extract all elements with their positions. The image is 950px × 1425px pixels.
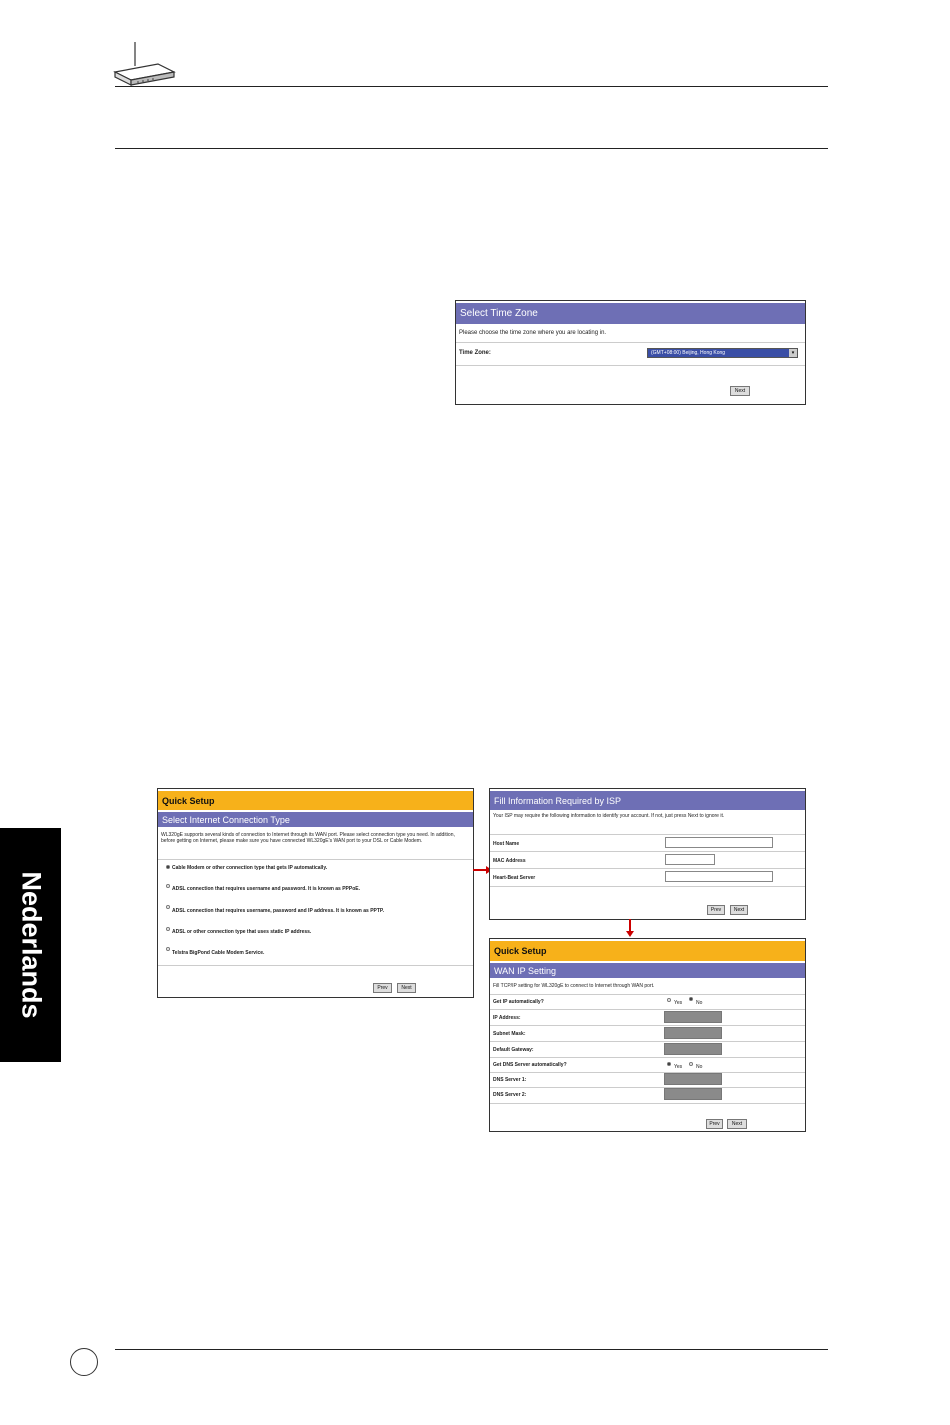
time-zone-header: Select Time Zone: [456, 303, 805, 324]
quick-setup-title: Quick Setup: [490, 941, 805, 961]
divider: [490, 994, 805, 995]
footer-rule: [115, 1349, 828, 1350]
connection-option-label: Cable Modem or other connection type that gets IP automatically.: [172, 865, 328, 871]
connection-option-radio[interactable]: [166, 927, 170, 931]
get-ip-auto-label: Get IP automatically?: [493, 999, 544, 1005]
connection-option-radio[interactable]: [166, 947, 170, 951]
section-rule: [115, 148, 828, 149]
connection-option-radio[interactable]: [166, 865, 170, 869]
get-dns-auto-label: Get DNS Server automatically?: [493, 1062, 567, 1068]
time-zone-select[interactable]: [647, 348, 798, 358]
subnet-mask-label: Subnet Mask:: [493, 1031, 526, 1037]
divider: [158, 859, 473, 860]
prev-button[interactable]: Prev: [373, 983, 392, 993]
time-zone-description: Please choose the time zone where you are locating in.: [459, 330, 607, 336]
isp-info-header: Fill Information Required by ISP: [490, 791, 805, 810]
language-side-tab: [0, 828, 61, 1062]
default-gateway-input[interactable]: [664, 1043, 722, 1055]
divider: [490, 1025, 805, 1026]
isp-info-panel: [489, 788, 806, 920]
divider: [490, 886, 805, 887]
page-number-circle: [70, 1348, 98, 1376]
time-zone-selected: (GMT+08:00) Beijing, Hong Kong: [651, 350, 726, 356]
next-button[interactable]: Next: [727, 1119, 747, 1129]
mac-address-label: MAC Address: [493, 858, 526, 864]
connection-option-label: Telstra BigPond Cable Modem Service.: [172, 950, 265, 956]
divider: [490, 1057, 805, 1058]
divider: [490, 834, 805, 835]
arrow-down-icon: [629, 919, 631, 932]
prev-button[interactable]: Prev: [707, 905, 725, 915]
chevron-down-icon[interactable]: ▾: [789, 349, 797, 357]
connection-option-label: ADSL or other connection type that uses static IP address.: [172, 929, 312, 935]
divider: [456, 342, 805, 343]
get-ip-yes-radio[interactable]: [667, 998, 671, 1002]
prev-button[interactable]: Prev: [706, 1119, 723, 1129]
arrow-right-icon: [473, 869, 487, 871]
host-name-label: Host Name: [493, 841, 520, 847]
divider: [490, 1072, 805, 1073]
mac-address-input[interactable]: [665, 854, 715, 865]
get-dns-yes-radio[interactable]: [667, 1062, 671, 1066]
divider: [158, 965, 473, 966]
dns-server-1-label: DNS Server 1:: [493, 1077, 527, 1083]
connection-option-label: ADSL connection that requires username, password and IP address. It is known as PPTP.: [172, 908, 385, 914]
connection-option-label: ADSL connection that requires username and password. It is known as PPPoE.: [172, 886, 361, 892]
time-zone-panel: [455, 300, 806, 405]
dns-server-1-input[interactable]: [664, 1073, 722, 1085]
ip-address-label: IP Address:: [493, 1015, 521, 1021]
wan-ip-description: Fill TCP/IP setting for WL320gE to connect to Internet through WAN port.: [493, 983, 655, 989]
yes-label: Yes: [674, 1000, 683, 1006]
yes-label: Yes: [674, 1064, 683, 1070]
wan-ip-header: WAN IP Setting: [490, 963, 805, 978]
next-button[interactable]: Next: [730, 905, 748, 915]
ip-address-input[interactable]: [664, 1011, 722, 1023]
dns-server-2-label: DNS Server 2:: [493, 1092, 527, 1098]
connection-option-radio[interactable]: [166, 884, 170, 888]
router-illustration: [110, 40, 180, 88]
default-gateway-label: Default Gateway:: [493, 1047, 534, 1053]
connection-option-radio[interactable]: [166, 905, 170, 909]
next-button[interactable]: Next: [730, 386, 750, 396]
host-name-input[interactable]: [665, 837, 773, 848]
next-button[interactable]: Next: [397, 983, 416, 993]
connection-type-header: Select Internet Connection Type: [158, 812, 473, 827]
language-label: Nederlands: [16, 871, 46, 1019]
no-label: No: [696, 1000, 703, 1006]
no-label: No: [696, 1064, 703, 1070]
time-zone-label: Time Zone:: [459, 350, 491, 356]
divider: [490, 1009, 805, 1010]
quick-setup-title: Quick Setup: [158, 791, 473, 810]
connection-type-panel: [157, 788, 474, 998]
divider: [490, 1087, 805, 1088]
dns-server-2-input[interactable]: [664, 1088, 722, 1100]
divider: [490, 1041, 805, 1042]
connection-type-description: WL320gE supports several kinds of connection to Internet through its WAN port. Please select connection type you need. In addition, before getting on Internet, please make sure you have connected WL320gE's WAN port to your DSL or Cable Modem.: [161, 832, 455, 844]
divider: [456, 365, 805, 366]
heart-beat-server-label: Heart-Beat Server: [493, 875, 536, 881]
isp-info-description: Your ISP may require the following information to identify your account. If not, just press Next to ignore it.: [493, 813, 725, 819]
header-rule: [115, 86, 828, 87]
subnet-mask-input[interactable]: [664, 1027, 722, 1039]
get-ip-no-radio[interactable]: [689, 997, 693, 1001]
wan-ip-panel: [489, 938, 806, 1132]
divider: [490, 1103, 805, 1104]
divider: [490, 851, 805, 852]
divider: [490, 868, 805, 869]
get-dns-no-radio[interactable]: [689, 1062, 693, 1066]
heart-beat-server-input[interactable]: [665, 871, 773, 882]
